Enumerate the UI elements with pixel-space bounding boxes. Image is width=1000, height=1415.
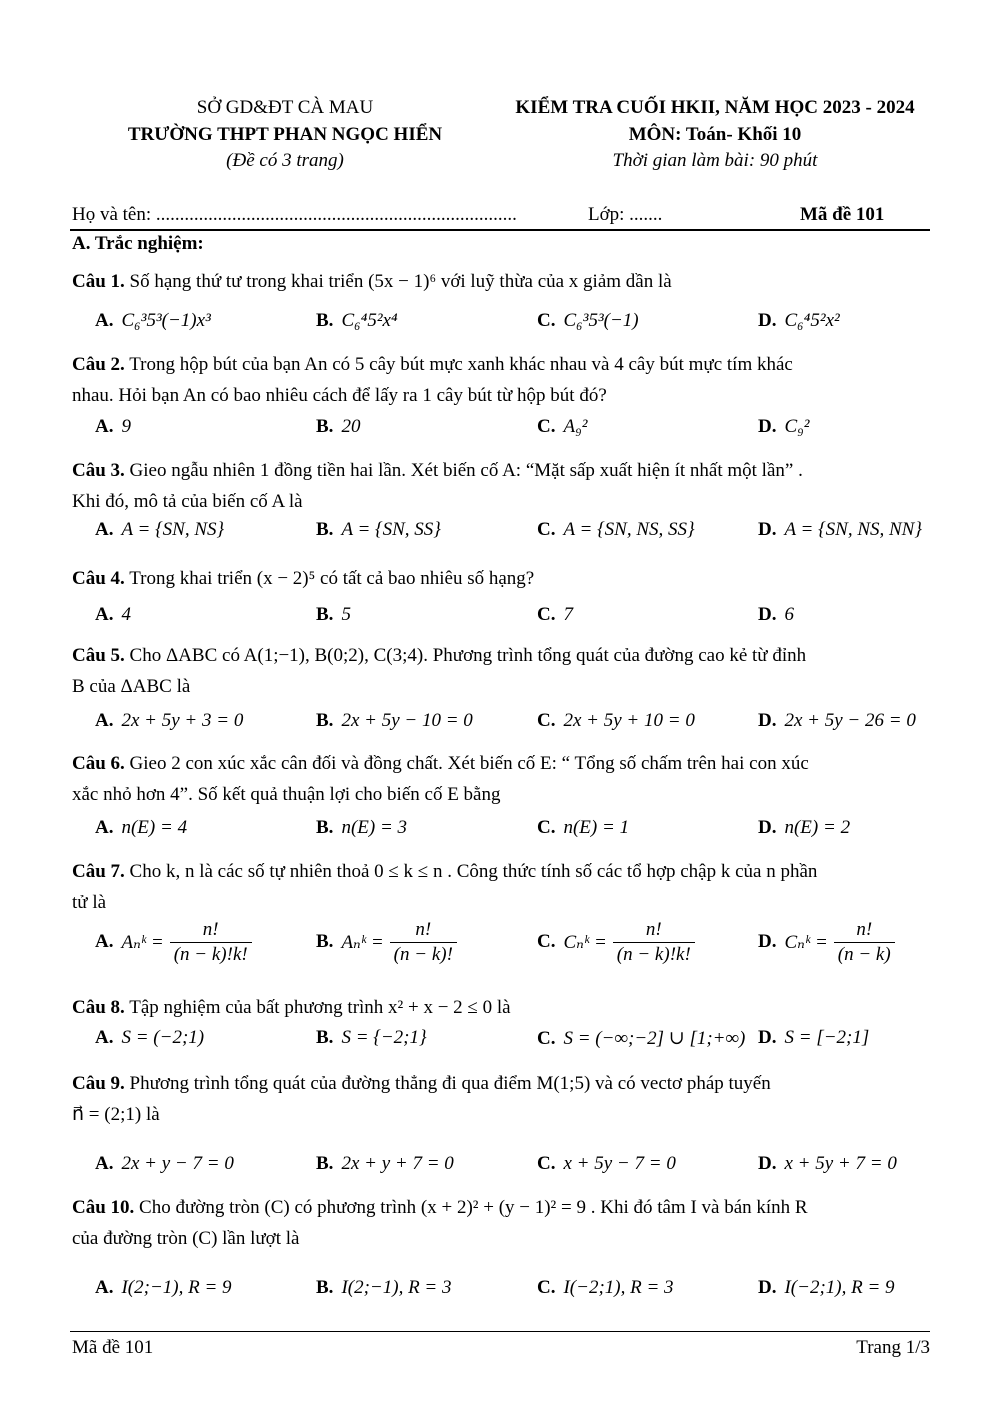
question-text: n⃗ = (2;1) là (72, 1104, 160, 1125)
option-a[interactable] (95, 919, 252, 966)
option-label: B. (316, 519, 334, 540)
option-label: A. (95, 519, 114, 540)
option-text: A = {SN, NS, NN} (784, 519, 922, 540)
option-label: D. (758, 1027, 777, 1048)
option-text: C₉² (784, 416, 810, 437)
option-label: A. (95, 1153, 114, 1174)
option-a[interactable] (95, 1277, 232, 1299)
option-c[interactable] (537, 310, 639, 332)
option-label: C. (537, 710, 556, 731)
class-field: Lớp: ....... (588, 204, 663, 225)
option-label: B. (316, 930, 334, 952)
option-text: C₆⁴5²x⁴ (341, 310, 398, 331)
option-label: C. (537, 310, 556, 331)
option-label: C. (537, 416, 556, 437)
option-a[interactable] (95, 416, 131, 438)
option-c[interactable] (537, 1277, 674, 1299)
school-department: SỞ GD&ĐT CÀ MAU (196, 97, 374, 118)
question-7 (72, 856, 932, 918)
option-c[interactable] (537, 1153, 676, 1175)
option-label: A. (95, 310, 114, 331)
question-text: Cho ΔABC có A(1;−1), B(0;2), C(3;4). Phương trình tổng quát của đường cao kẻ từ đỉnh (129, 645, 807, 666)
question-text: Tập nghiệm của bất phương trình x² + x − 2 ≤ 0 là (129, 997, 511, 1018)
option-text: 2x + 5y + 3 = 0 (121, 710, 244, 731)
option-text: x + 5y + 7 = 0 (784, 1153, 897, 1174)
option-text: I(−2;1), R = 3 (563, 1277, 674, 1298)
option-formula-lhs: Cₙᵏ = (563, 932, 607, 953)
question-text: Cho k, n là các số tự nhiên thoả 0 ≤ k ≤ n . Công thức tính số các tổ hợp chập k của n phần (129, 861, 818, 882)
option-d[interactable] (758, 1277, 895, 1299)
question-text: xắc nhỏ hơn 4”. Số kết quả thuận lợi cho biến cố E bằng (72, 784, 501, 805)
fraction-numerator: n! (834, 919, 895, 943)
footer-exam-code: Mã đề 101 (72, 1337, 154, 1358)
option-text: 20 (341, 416, 361, 437)
option-label: C. (537, 930, 556, 952)
school-name: TRƯỜNG THPT PHAN NGỌC HIỂN (127, 124, 443, 145)
page-count-note: (Đề có 3 trang) (226, 150, 344, 171)
fraction-numerator: n! (170, 919, 252, 943)
option-text: 2x + y + 7 = 0 (341, 1153, 454, 1174)
option-b[interactable] (316, 1277, 452, 1299)
option-d[interactable] (758, 919, 895, 966)
option-text: 4 (121, 604, 131, 625)
option-d[interactable] (758, 416, 809, 438)
option-b[interactable] (316, 310, 398, 332)
option-text: I(2;−1), R = 9 (121, 1277, 232, 1298)
option-label: D. (758, 604, 777, 625)
option-d[interactable] (758, 604, 794, 626)
fraction-denominator: (n − k)!k! (616, 944, 691, 965)
option-formula-lhs: Aₙᵏ = (341, 932, 384, 953)
option-label: D. (758, 710, 777, 731)
fraction-denominator: (n − k)!k! (173, 944, 248, 965)
option-text: A₉² (563, 416, 588, 437)
option-label: B. (316, 1277, 334, 1298)
option-text: 5 (341, 604, 351, 625)
option-c[interactable] (537, 604, 573, 626)
option-text: n(E) = 3 (341, 817, 408, 838)
header-divider (70, 229, 930, 231)
fraction-numerator: n! (390, 919, 457, 943)
question-text: Gieo ngẫu nhiên 1 đồng tiền hai lần. Xét biến cố A: “Mặt sấp xuất hiện ít nhất một lần” . (129, 460, 803, 481)
option-c[interactable] (537, 1027, 745, 1050)
option-d[interactable] (758, 310, 840, 332)
question-text: của đường tròn (C) lần lượt là (72, 1228, 300, 1249)
question-label: Câu 8. (72, 997, 125, 1018)
option-label: C. (537, 604, 556, 625)
option-text: n(E) = 4 (121, 817, 188, 838)
fraction-denominator: (n − k) (837, 944, 891, 965)
option-text: x + 5y − 7 = 0 (563, 1153, 676, 1174)
option-a[interactable] (95, 1153, 234, 1175)
option-text: n(E) = 1 (563, 817, 630, 838)
option-text: I(−2;1), R = 9 (784, 1277, 895, 1298)
option-label: B. (316, 1153, 334, 1174)
option-c[interactable] (537, 416, 587, 438)
option-text: C₆³5³(−1)x³ (121, 310, 211, 331)
option-text: 2x + 5y + 10 = 0 (563, 710, 695, 731)
option-d[interactable] (758, 710, 916, 732)
question-text: Gieo 2 con xúc xắc cân đối và đồng chất. Xét biến cố E: “ Tổng số chấm trên hai con xúc (129, 753, 809, 774)
option-label: A. (95, 930, 114, 952)
option-label: B. (316, 817, 334, 838)
option-d[interactable] (758, 519, 922, 541)
fraction-denominator: (n − k)! (393, 944, 453, 965)
option-label: D. (758, 519, 777, 540)
option-d[interactable] (758, 817, 850, 839)
question-label: Câu 7. (72, 861, 125, 882)
option-label: D. (758, 930, 777, 952)
question-5 (72, 640, 932, 702)
option-text: A = {SN, SS} (341, 519, 441, 540)
option-fraction (834, 919, 895, 966)
fraction-numerator: n! (613, 919, 695, 943)
question-label: Câu 3. (72, 460, 125, 481)
option-text: 9 (121, 416, 131, 437)
option-label: A. (95, 710, 114, 731)
question-10 (72, 1192, 932, 1254)
option-text: 7 (563, 604, 573, 625)
option-b[interactable] (316, 416, 360, 438)
option-c[interactable] (537, 519, 695, 541)
option-formula-lhs: Aₙᵏ = (121, 932, 164, 953)
option-a[interactable] (95, 310, 211, 332)
option-c[interactable] (537, 817, 629, 839)
option-label: B. (316, 310, 334, 331)
option-label: D. (758, 416, 777, 437)
question-6 (72, 748, 932, 810)
option-b[interactable] (316, 1027, 427, 1049)
option-text: S = (−2;1) (121, 1027, 205, 1048)
option-text: 2x + 5y − 10 = 0 (341, 710, 473, 731)
question-text: tử là (72, 892, 107, 913)
question-text: Phương trình tổng quát của đường thẳng đi qua điểm M(1;5) và có vectơ pháp tuyến (129, 1073, 771, 1094)
question-4 (72, 563, 932, 594)
option-c[interactable] (537, 710, 695, 732)
option-b[interactable] (316, 710, 473, 732)
option-label: B. (316, 416, 334, 437)
option-a[interactable] (95, 817, 187, 839)
option-fraction (170, 919, 252, 966)
option-text: 2x + 5y − 26 = 0 (784, 710, 916, 731)
option-label: D. (758, 1153, 777, 1174)
option-text: S = [−2;1] (784, 1027, 870, 1048)
option-label: B. (316, 1027, 334, 1048)
option-text: 6 (784, 604, 794, 625)
question-text: nhau. Hỏi bạn An có bao nhiêu cách để lấy ra 1 cây bút từ hộp bút đó? (72, 385, 607, 406)
question-label: Câu 1. (72, 271, 125, 292)
option-c[interactable] (537, 919, 695, 966)
question-text: Trong khai triển (x − 2)⁵ có tất cả bao nhiêu số hạng? (129, 568, 535, 589)
option-b[interactable] (316, 919, 457, 966)
option-a[interactable] (95, 519, 224, 541)
option-b[interactable] (316, 519, 441, 541)
option-label: A. (95, 1027, 114, 1048)
option-label: C. (537, 519, 556, 540)
option-a[interactable] (95, 710, 243, 732)
question-text: Trong hộp bút của bạn An có 5 cây bút mực xanh khác nhau và 4 cây bút mực tím khác (129, 354, 793, 375)
question-label: Câu 10. (72, 1197, 135, 1218)
option-text: S = {−2;1} (341, 1027, 427, 1048)
option-b[interactable] (316, 817, 407, 839)
question-1 (72, 266, 932, 297)
option-label: A. (95, 604, 114, 625)
option-label: C. (537, 817, 556, 838)
option-label: C. (537, 1028, 556, 1049)
option-fraction (613, 919, 695, 966)
option-b[interactable] (316, 604, 351, 626)
option-a[interactable] (95, 604, 131, 626)
option-d[interactable] (758, 1027, 869, 1049)
option-label: A. (95, 416, 114, 437)
question-label: Câu 5. (72, 645, 125, 666)
option-text: A = {SN, NS, SS} (563, 519, 695, 540)
question-2 (72, 349, 932, 411)
option-label: D. (758, 817, 777, 838)
option-d[interactable] (758, 1153, 897, 1175)
footer-divider (70, 1331, 930, 1332)
option-label: A. (95, 1277, 114, 1298)
option-label: A. (95, 817, 114, 838)
page-number: Trang 1/3 (856, 1337, 930, 1358)
question-9 (72, 1068, 932, 1130)
question-text: Số hạng thứ tư trong khai triển (5x − 1)⁶ với luỹ thừa của x giảm dần là (129, 271, 672, 292)
exam-subject: MÔN: Toán- Khối 10 (628, 124, 802, 145)
exam-duration: Thời gian làm bài: 90 phút (612, 150, 818, 171)
question-label: Câu 4. (72, 568, 125, 589)
exam-title: KIỂM TRA CUỐI HKII, NĂM HỌC 2023 - 2024 (515, 97, 915, 118)
question-text: Cho đường tròn (C) có phương trình (x + 2)² + (y − 1)² = 9 . Khi đó tâm I và bán kính R (139, 1197, 808, 1218)
option-text: C₆⁴5²x² (784, 310, 840, 331)
option-formula-lhs: Cₙᵏ = (784, 932, 828, 953)
option-label: B. (316, 604, 334, 625)
option-a[interactable] (95, 1027, 204, 1049)
question-text: Khi đó, mô tả của biến cố A là (72, 491, 303, 512)
option-label: C. (537, 1153, 556, 1174)
option-label: C. (537, 1277, 556, 1298)
option-text: S = (−∞;−2] ∪ [1;+∞) (563, 1028, 746, 1049)
option-fraction (390, 919, 457, 966)
section-title: A. Trắc nghiệm: (72, 233, 204, 254)
question-label: Câu 6. (72, 753, 125, 774)
option-text: I(2;−1), R = 3 (341, 1277, 452, 1298)
option-label: D. (758, 310, 777, 331)
option-label: D. (758, 1277, 777, 1298)
question-label: Câu 2. (72, 354, 125, 375)
option-label: B. (316, 710, 334, 731)
question-text: B của ΔABC là (72, 676, 191, 697)
question-3 (72, 455, 932, 517)
student-name-field: Họ và tên: ............................................................................ (72, 204, 517, 225)
option-text: n(E) = 2 (784, 817, 851, 838)
option-text: A = {SN, NS} (121, 519, 225, 540)
question-label: Câu 9. (72, 1073, 125, 1094)
option-text: 2x + y − 7 = 0 (121, 1153, 234, 1174)
option-b[interactable] (316, 1153, 454, 1175)
exam-code: Mã đề 101 (800, 204, 885, 225)
question-8 (72, 992, 932, 1023)
option-text: C₆³5³(−1) (563, 310, 639, 331)
